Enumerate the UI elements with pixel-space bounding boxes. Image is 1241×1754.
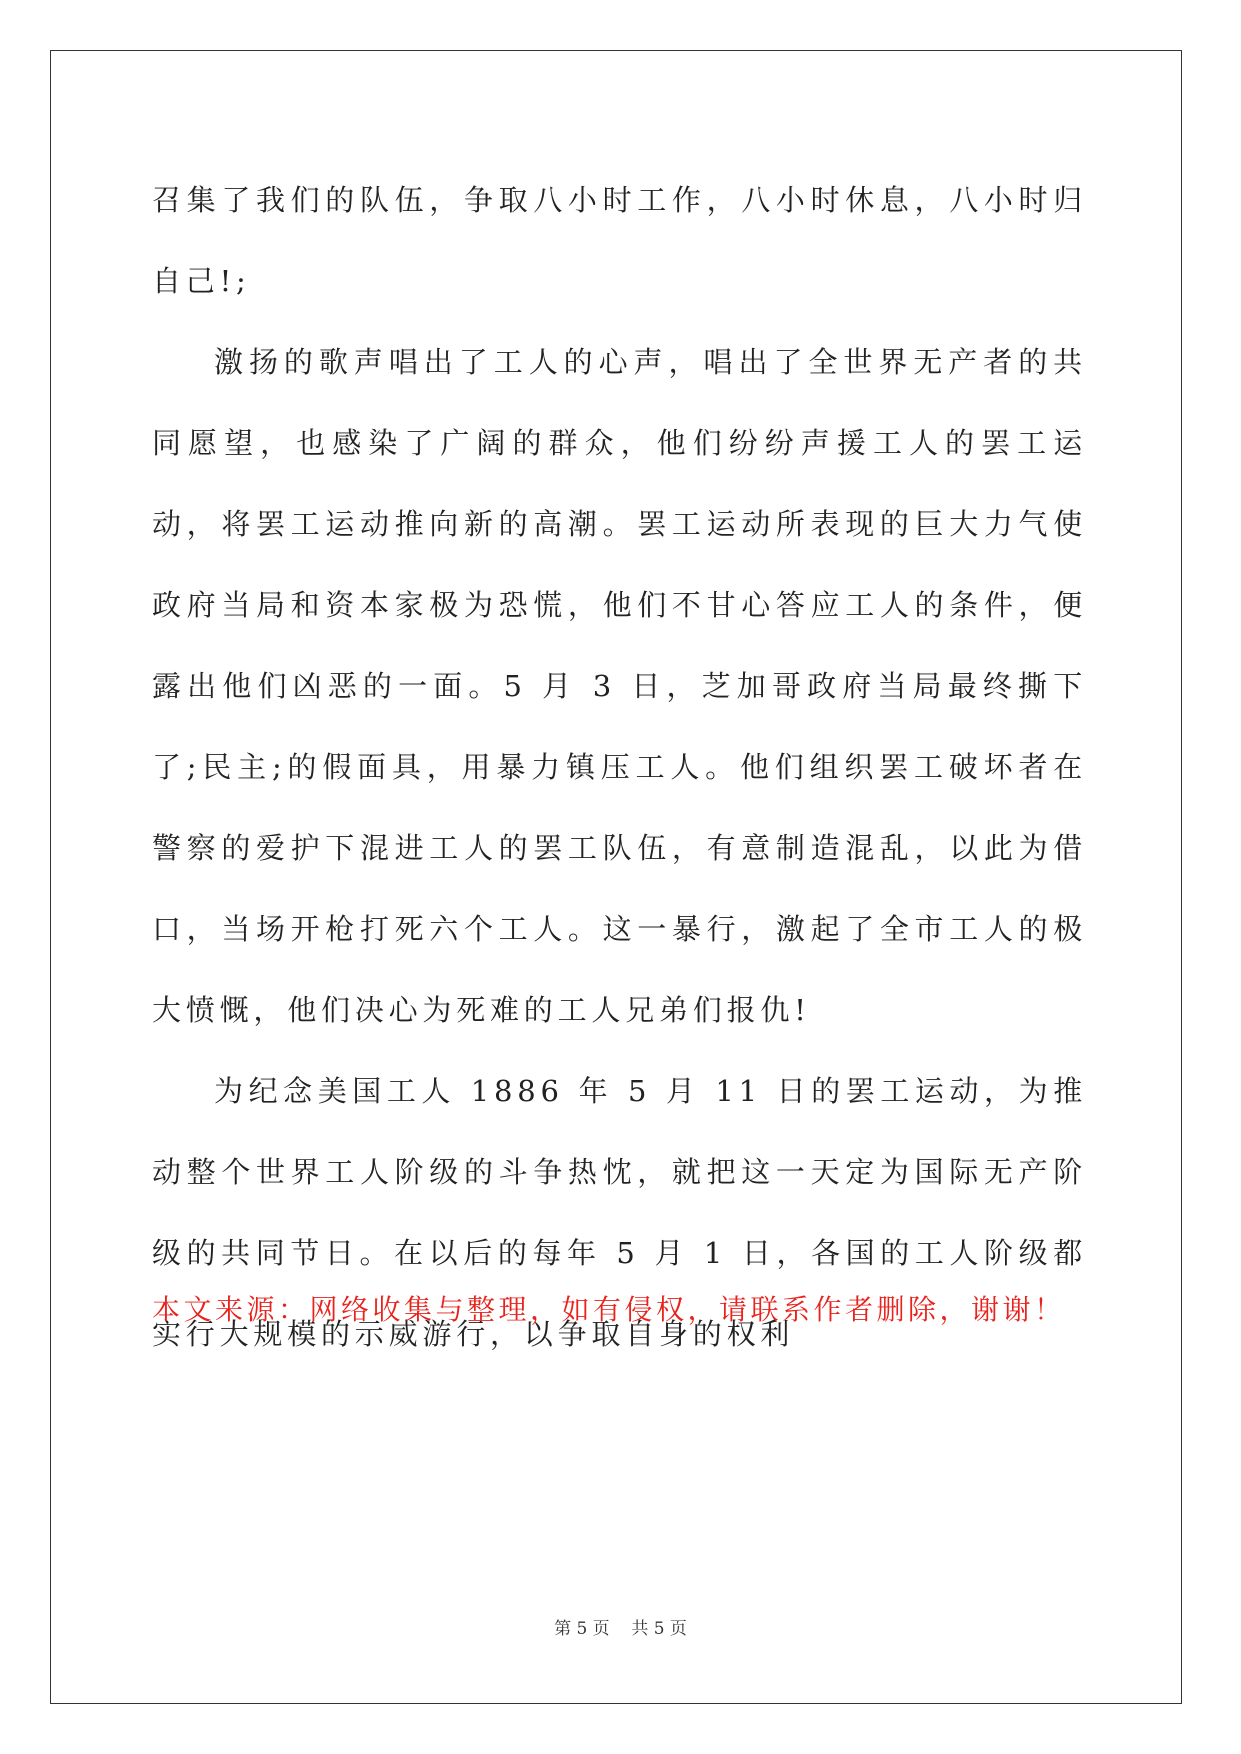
paragraph-commemoration: 为纪念美国工人 1886 年 5 月 11 日的罢工运动，为推动整个世界工人阶级的斗争热忱，就把这一天定为国际无产阶级的共同节日。在以后的每年 5 月 1 日，各国的工人阶级都实行大规模的示威游行，以争取自身的权利: [152, 1074, 1087, 1351]
page-number: 第 5 页: [554, 1619, 610, 1639]
source-note: 本文来源：网络收集与整理，如有侵权，请联系作者删除，谢谢！: [152, 1293, 1066, 1326]
paragraph-song: 激扬的歌声唱出了工人的心声，唱出了全世界无产者的共同愿望，也感染了广阔的群众，他们纷纷声援工人的罢工运动，将罢工运动推向新的高潮。罢工运动所表现的巨大力气使政府当局和资本家极为恐慌，他们不甘心答应工人的条件，便露出他们凶恶的一面。5 月 3 日，芝加哥政府当局最终撕下了;民主;的假面具，用暴力镇压工人。他们组织罢工破坏者在警察的爱护下混进工人的罢工队伍，有意制造混乱，以此为借口，当场开枪打死六个工人。这一暴行，激起了全市工人的极大愤慨，他们决心为死难的工人兄弟们报仇!: [152, 345, 1087, 1027]
document-body: [152, 160, 1087, 1375]
page-footer: [0, 1617, 1241, 1641]
page-total: 共 5 页: [631, 1619, 687, 1639]
paragraph-continuation: 召集了我们的队伍，争取八小时工作，八小时休息，八小时归自己!;: [152, 183, 1087, 298]
